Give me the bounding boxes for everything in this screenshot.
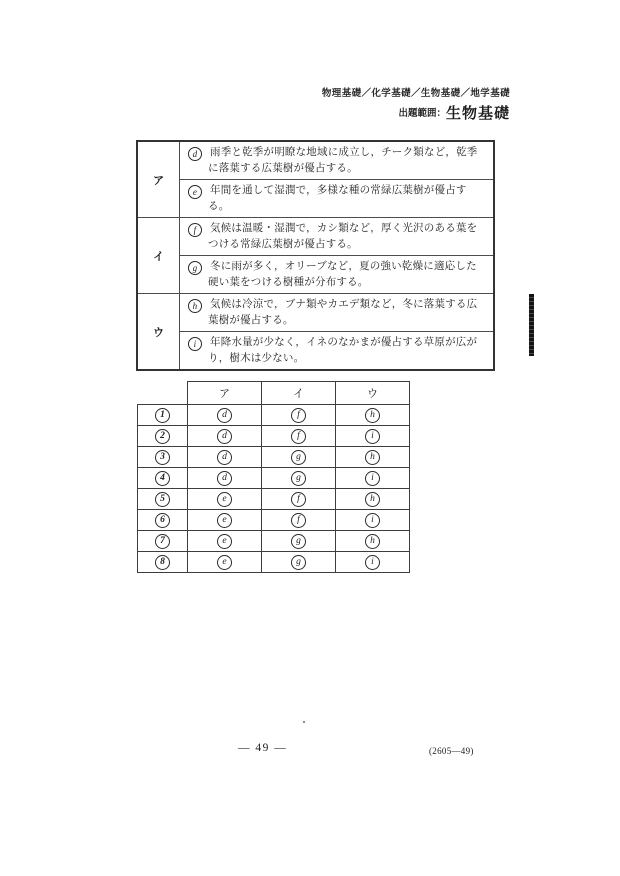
circled-number-icon: 3 xyxy=(155,450,170,465)
circled-letter-icon: f xyxy=(291,513,306,528)
table-row xyxy=(137,218,494,256)
row-number xyxy=(138,405,188,426)
circled-letter-icon: i xyxy=(365,513,380,528)
circled-letter-icon: e xyxy=(217,513,232,528)
answer-row-2 xyxy=(138,426,410,447)
circled-number-icon: 2 xyxy=(155,429,170,444)
choice-g-text: 冬に雨が多く，オリーブなど，夏の強い乾燥に適応した硬い葉をつける樹種が分布する。 xyxy=(208,261,477,288)
answer-cell xyxy=(188,510,262,531)
choice-d-text: 雨季と乾季が明瞭な地域に成立し，チーク類など，乾季に落葉する広葉樹が優占する。 xyxy=(208,147,478,174)
circled-letter-f-icon: f xyxy=(188,223,202,237)
answer-cell xyxy=(262,405,336,426)
circled-letter-icon: g xyxy=(291,534,306,549)
answer-header-row xyxy=(138,382,410,405)
circled-number-icon: 7 xyxy=(155,534,170,549)
answer-row-4 xyxy=(138,468,410,489)
circled-letter-icon: e xyxy=(217,555,232,570)
circled-letter-icon: h xyxy=(365,492,380,507)
blank-corner-cell xyxy=(138,382,188,405)
answer-cell xyxy=(336,447,410,468)
edge-marker-strip xyxy=(529,294,534,356)
circled-letter-icon: d xyxy=(217,471,232,486)
circled-number-icon: 4 xyxy=(155,471,170,486)
page-header xyxy=(322,85,510,123)
circled-number-icon: 6 xyxy=(155,513,170,528)
circled-letter-icon: h xyxy=(365,534,380,549)
answer-cell xyxy=(188,531,262,552)
row-number xyxy=(138,552,188,573)
answer-row-8 xyxy=(138,552,410,573)
row-number xyxy=(138,426,188,447)
answer-cell xyxy=(336,468,410,489)
circled-letter-icon: d xyxy=(217,429,232,444)
circled-letter-g-icon: g xyxy=(188,261,202,275)
choice-cell-i xyxy=(180,332,495,371)
choice-f xyxy=(188,221,487,252)
answer-cell xyxy=(262,510,336,531)
circled-number-icon: 5 xyxy=(155,492,170,507)
answer-cell xyxy=(188,489,262,510)
circled-letter-icon: f xyxy=(291,429,306,444)
choice-e-text: 年間を通して湿潤で，多様な種の常緑広葉樹が優占する。 xyxy=(208,185,467,212)
circled-letter-icon: h xyxy=(365,408,380,423)
circled-letter-icon: i xyxy=(365,471,380,486)
group-label-u: ウ xyxy=(137,294,180,371)
answer-cell xyxy=(188,405,262,426)
circled-letter-icon: f xyxy=(291,492,306,507)
answer-row-6 xyxy=(138,510,410,531)
answer-cell xyxy=(336,552,410,573)
exam-scope-label: 出題範囲： xyxy=(398,108,446,119)
answer-row-3 xyxy=(138,447,410,468)
row-number xyxy=(138,510,188,531)
group-label-a: ア xyxy=(137,141,180,218)
choice-e xyxy=(188,183,487,214)
choice-cell-g xyxy=(180,256,495,294)
exam-scope xyxy=(322,102,510,123)
answer-cell xyxy=(188,552,262,573)
print-code: (2605—49) xyxy=(429,746,474,756)
circled-letter-e-icon: e xyxy=(188,185,202,199)
answer-row-1 xyxy=(138,405,410,426)
answer-cell xyxy=(188,468,262,489)
column-header-a: ア xyxy=(188,382,262,405)
answer-cell xyxy=(188,426,262,447)
circled-letter-icon: g xyxy=(291,555,306,570)
circled-letter-icon: i xyxy=(365,555,380,570)
circled-letter-icon: f xyxy=(291,408,306,423)
answer-table xyxy=(137,381,410,573)
table-row xyxy=(137,332,494,371)
answer-row-5 xyxy=(138,489,410,510)
choice-i-text: 年降水量が少なく，イネのなかまが優占する草原が広がり，樹木は少ない。 xyxy=(208,337,478,364)
row-number xyxy=(138,489,188,510)
table-row xyxy=(137,256,494,294)
choice-cell-f xyxy=(180,218,495,256)
answer-cell xyxy=(336,489,410,510)
choice-g xyxy=(188,259,487,290)
answer-cell xyxy=(336,531,410,552)
choice-f-text: 気候は温暖・湿潤で，カシ類など，厚く光沢のある葉をつける常緑広葉樹が優占する。 xyxy=(208,223,478,250)
column-header-u: ウ xyxy=(336,382,410,405)
table-row xyxy=(137,180,494,218)
answer-cell xyxy=(262,531,336,552)
answer-cell xyxy=(336,405,410,426)
answer-row-7 xyxy=(138,531,410,552)
answer-cell xyxy=(336,510,410,531)
answer-cell xyxy=(188,447,262,468)
circled-letter-icon: d xyxy=(217,408,232,423)
answer-cell xyxy=(262,468,336,489)
circled-letter-icon: i xyxy=(365,429,380,444)
circled-letter-icon: g xyxy=(291,450,306,465)
column-header-i: イ xyxy=(262,382,336,405)
choice-h xyxy=(188,297,487,328)
circled-letter-icon: h xyxy=(365,450,380,465)
choice-d xyxy=(188,145,487,176)
table-row xyxy=(137,141,494,180)
choice-i xyxy=(188,335,487,366)
choice-h-text: 気候は冷涼で，ブナ類やカエデ類など，冬に落葉する広葉樹が優占する。 xyxy=(208,299,478,326)
circled-letter-i-icon: i xyxy=(188,337,202,351)
choice-cell-d xyxy=(180,141,495,180)
answer-cell xyxy=(262,447,336,468)
choices-table xyxy=(136,140,495,371)
circled-letter-icon: d xyxy=(217,450,232,465)
answer-cell xyxy=(262,489,336,510)
circled-letter-h-icon: h xyxy=(188,299,202,313)
choice-cell-e xyxy=(180,180,495,218)
row-number xyxy=(138,531,188,552)
circled-number-icon: 1 xyxy=(155,408,170,423)
circled-letter-icon: e xyxy=(217,534,232,549)
scan-speck xyxy=(303,721,305,723)
subjects-line: 物理基礎／化学基礎／生物基礎／地学基礎 xyxy=(321,88,510,99)
choice-cell-h xyxy=(180,294,495,332)
answer-cell xyxy=(262,426,336,447)
exam-scope-value: 生物基礎 xyxy=(445,105,510,122)
group-label-i: イ xyxy=(137,218,180,294)
circled-letter-icon: e xyxy=(217,492,232,507)
circled-number-icon: 8 xyxy=(155,555,170,570)
row-number xyxy=(138,447,188,468)
circled-letter-icon: g xyxy=(291,471,306,486)
answer-cell xyxy=(262,552,336,573)
row-number xyxy=(138,468,188,489)
page-number: — 49 — xyxy=(238,742,288,754)
answer-cell xyxy=(336,426,410,447)
table-row xyxy=(137,294,494,332)
circled-letter-d-icon: d xyxy=(188,147,202,161)
